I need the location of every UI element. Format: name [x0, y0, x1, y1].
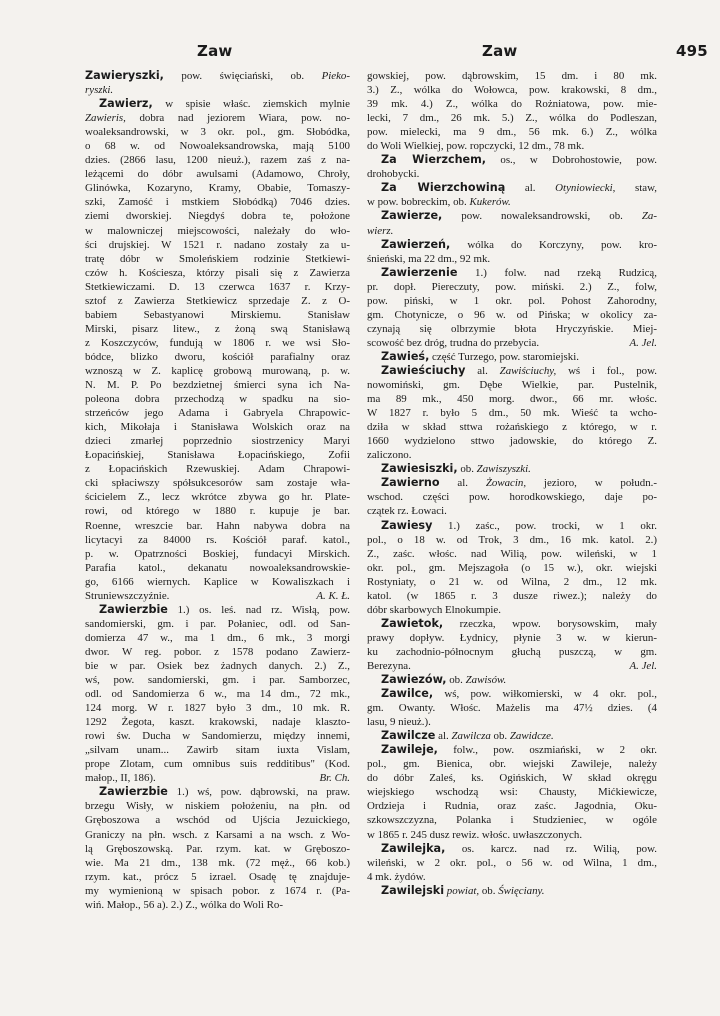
text-line	[367, 392, 657, 406]
text-line	[85, 687, 350, 701]
text-line	[85, 870, 350, 884]
text-line	[367, 434, 657, 448]
italic-text: Kukerów.	[469, 196, 511, 209]
text: czątek rz. Łowaci.	[367, 505, 447, 518]
text: licytacyi za 84000 rs. Kościół paraf. katol.,	[85, 533, 350, 546]
text: rzym. kat., prócz 5 izrael. Osadę tę znajduje-	[85, 870, 350, 883]
text: wś i fol., pow.	[556, 364, 657, 377]
text: z Koszczyców, fundują w 1806 r. we wsi Sło-	[85, 336, 350, 349]
text-line	[85, 336, 350, 350]
entry-first-line	[85, 69, 350, 83]
text: Parafia katol., dekanatu nowoaleksandrowskie-	[85, 561, 350, 574]
text-line	[367, 533, 657, 547]
text-line	[367, 771, 657, 785]
text-line	[85, 181, 350, 195]
text-line	[85, 490, 350, 504]
author-signature: A. K. Ł.	[316, 589, 350, 602]
text: w 1865 r. 245 dusz rewiz. włośc. uwłaszczonych.	[367, 828, 583, 841]
text-line	[367, 589, 657, 603]
text: wie. Ma 21 dm., 138 mk. (72 męż., 66 kob.)	[85, 856, 350, 869]
italic-text: wierz.	[367, 224, 394, 237]
text: odl. od Sandomierza 6 w., ma 14 dm., 72 mk.,	[85, 688, 350, 701]
text: go, 6166 wiernych. Kaplice w Kowaliszkach i	[85, 575, 350, 588]
text-line	[367, 280, 657, 294]
text: woaleksandrowski, w 3 okr. pol., gm. Słobódka,	[85, 126, 350, 139]
text-line	[367, 195, 657, 209]
text: prope Zlotam, cum omnibus suis redditibus" (Kod.	[85, 758, 350, 771]
text-line	[85, 153, 350, 167]
entry-headword: Zawilce,	[381, 687, 434, 701]
text: ziemi dworskiej. Niegdyś dobra te, położone	[85, 210, 350, 223]
text-line	[367, 294, 657, 308]
text-line	[367, 167, 657, 181]
text-line	[367, 856, 657, 870]
entry-first-line	[367, 842, 657, 856]
text-line	[85, 238, 350, 252]
text-line	[85, 561, 350, 575]
text-line	[367, 645, 657, 659]
text: gm. Chotynicze, o 96 w. od Pińska; w okolicy za-	[367, 308, 657, 321]
text: my wymienioną w spisach pobor. z 1674 r. (Pa-	[85, 884, 350, 897]
text: szkowszczyzna, Polanka i Studzieniec, w ogóle	[367, 814, 657, 827]
text: 1.) folw. nad rzeką Rudzicą,	[457, 266, 657, 279]
text-line	[367, 125, 657, 139]
entry-first-line	[367, 476, 657, 490]
text: dzieci zmarłej poprzednio siostrzenicy Maryi	[85, 435, 350, 448]
text-line	[85, 701, 350, 715]
text-line	[85, 392, 350, 406]
text: ku zachodnio-północnym głuchą puszczą, w gm.	[367, 645, 657, 658]
italic-text: Zawieris,	[85, 112, 126, 125]
entry-headword: Zawierze,	[381, 209, 443, 223]
text-line	[367, 504, 657, 518]
text: babiem Sebastyanowi Mirskiemu. Stanisław	[85, 308, 350, 321]
text-line	[85, 308, 350, 322]
text: sztof z Zawierza Stetkiewicz sprzedaje Z. z O-	[85, 294, 350, 307]
entry-first-line	[85, 785, 350, 799]
text: dwor. W reg. pobor. z 1578 podano Zawierz-	[85, 645, 350, 658]
text-line	[367, 715, 657, 729]
text-line	[85, 252, 350, 266]
text-line	[367, 378, 657, 392]
text: 39 mk. 4.) Z., wólka do Rożniatowa, pow. mie-	[367, 98, 657, 111]
text: os., w Dobrohostowie, pow.	[486, 154, 657, 167]
text-line	[85, 83, 350, 97]
text-line	[85, 519, 350, 533]
text-line	[85, 729, 350, 743]
text: wś, pow. sandomierski, gm. i par. Samborzec,	[85, 674, 350, 687]
text-line	[367, 322, 657, 336]
entry-headword: Zawierzbie	[99, 785, 168, 799]
text-line	[85, 743, 350, 757]
text: os. karcz. nad rz. Wilią, pow.	[445, 842, 657, 855]
text: ob.	[490, 730, 510, 743]
text-line	[367, 870, 657, 884]
italic-text: Zawiszyszki.	[476, 463, 531, 476]
italic-text: Zawisów.	[465, 674, 507, 687]
text-line	[85, 856, 350, 870]
text: czów h. Kościesza, którzy pisali się z Zawierza	[85, 266, 350, 279]
text: Mirski, pisarz litew., z żoną swą Stanisławą	[85, 322, 350, 335]
text: małop., II, 186).	[85, 772, 156, 785]
text-line	[367, 69, 657, 83]
entry-headword: Zawierz,	[99, 97, 153, 111]
entry-headword: Zawiesy	[381, 518, 433, 532]
text: katol. (w 1865 r. 3 dusze riwez.); należy do	[367, 589, 657, 602]
text-line	[85, 476, 350, 490]
text: dobra nad jeziorem Wiara, pow. no-	[125, 112, 350, 125]
entry-first-line	[85, 97, 350, 111]
text: cki spłaciwszy spółsukcesorów sam zostaje wła-	[85, 477, 350, 490]
text-line	[367, 83, 657, 97]
entry-headword: Zawietok,	[381, 616, 444, 630]
text-line	[367, 561, 657, 575]
text: Berezyna.	[367, 659, 411, 672]
text-line	[85, 350, 350, 364]
text-line	[85, 462, 350, 476]
text: w spisie właśc. ziemskich mylnie	[152, 98, 350, 111]
italic-text: Święciany.	[498, 884, 545, 897]
text-line	[85, 209, 350, 223]
page-number: 495	[676, 42, 708, 60]
entry-first-line	[367, 266, 657, 280]
entry-headword: Zawieściuchy	[381, 363, 466, 377]
entry-first-line	[367, 617, 657, 631]
text: N. M. P. Po bezdzietnej śmierci syna ich Na-	[85, 379, 350, 392]
text: szki, Zamość i mstkiem Słobódką) 7046 dzies.	[85, 196, 350, 209]
text: Ordzieja i Rudnia, oraz zaśc. Jagodnia, Oku-	[367, 800, 657, 813]
entry-headword: Zawilejka,	[381, 841, 446, 855]
text: wschod. części pow. horodkowskiego, daje po-	[367, 491, 657, 504]
text: 4 mk. żydów.	[367, 870, 426, 883]
text: wólka do Korczyny, pow. kro-	[450, 238, 657, 251]
entry-headword: Zawilejski	[381, 883, 445, 897]
text-line	[85, 884, 350, 898]
text: dzies. (2866 lasu, 1200 nieuż.), razem zaś z na-	[85, 154, 350, 167]
italic-text: Zawiściuchy,	[499, 364, 557, 377]
text-line	[367, 757, 657, 771]
text: drohobycki.	[367, 168, 420, 181]
text-line	[85, 547, 350, 561]
text: Struniewszczyźnie.	[85, 589, 170, 602]
text-line	[85, 167, 350, 181]
entry-headword: Zawierno	[381, 476, 440, 490]
entry-first-line	[367, 673, 657, 687]
text-line	[367, 785, 657, 799]
text-line	[85, 898, 350, 912]
text: lecki, 7 dm., 26 mk. 5.) Z., wólka do Podleszan,	[367, 112, 657, 125]
running-head-left: Zaw	[197, 42, 233, 60]
text: pow. nowaleksandrowski, ob.	[442, 210, 642, 223]
text: „silvam unam... Zawirb sitam iuxta Vislam,	[85, 744, 350, 757]
text-line	[85, 111, 350, 125]
text: staw,	[615, 182, 657, 195]
text-line	[367, 659, 657, 673]
text: część Turzego, pow. staromiejski.	[429, 350, 579, 363]
text-line	[85, 589, 350, 603]
entry-first-line	[367, 364, 657, 378]
text: w pow. bobreckim, ob.	[367, 196, 470, 209]
text-line	[85, 195, 350, 209]
entry-headword: Za Wierzchowiną	[381, 181, 506, 195]
entry-first-line	[367, 209, 657, 223]
right-column	[367, 69, 657, 898]
text-line	[367, 547, 657, 561]
text: Stetkiewiczami. D. 13 czerwca 1637 r. Krzy-	[85, 280, 350, 293]
text-line	[367, 490, 657, 504]
text: pol., o 18 w. od Trok, 3 dm., 16 mk. katol. 2.)	[367, 533, 657, 546]
text-line	[85, 504, 350, 518]
text: brzegu Wisły, w niskiem położeniu, na płn. od	[85, 800, 350, 813]
text-line	[85, 828, 350, 842]
text: W 1827 r. było 5 dm., 50 mk. Wieść ta wcho-	[367, 407, 657, 420]
text: scowość bez dróg, trudna do przebycia.	[367, 336, 540, 349]
text: wś, pow. wiłkomierski, w 4 okr. pol.,	[433, 688, 657, 701]
text-line	[85, 575, 350, 589]
text: lą Gręboszowską. Par. rzym. kat. w Gręboszo-	[85, 842, 350, 855]
text: prawy dopływ. Łydnicy, płynie 3 w. w kierun-	[367, 631, 657, 644]
running-head-right: Zaw	[482, 42, 518, 60]
entry-headword: Za Wierzchem,	[381, 153, 487, 167]
entry-first-line	[367, 884, 657, 898]
text: 1.) wś, pow. dąbrowski, na praw.	[167, 786, 350, 799]
text-line	[367, 111, 657, 125]
entry-headword: Zawieryszki,	[85, 69, 164, 82]
text-line	[85, 842, 350, 856]
text-line	[367, 139, 657, 153]
entry-headword: Zawierzeń,	[381, 237, 451, 251]
text-line	[367, 631, 657, 645]
text-line	[85, 266, 350, 280]
text-line	[85, 617, 350, 631]
text-line	[367, 97, 657, 111]
text-line	[85, 757, 350, 771]
text: pow. piński, w 1 okr. pol. Pohost Zahorodny,	[367, 294, 657, 307]
entry-headword: Zawieś,	[381, 349, 430, 363]
text: okr. pol., gm. Mejszagoła (o 15 w.), okr. wiejski	[367, 561, 657, 574]
text-line	[367, 224, 657, 238]
text: pol., gm. Bienica, obr. wiejski Zawileje, należy	[367, 758, 657, 771]
text: jezioro, w połudn.-	[526, 477, 657, 490]
italic-text: Otyniowiecki,	[555, 182, 616, 195]
text: strzeńców jego Adama i Gabryela Chrapowic-	[85, 407, 350, 420]
text: w malowniczej miejscowości, należały do wło-	[85, 224, 350, 237]
text: gowskiej, pow. dąbrowskim, 15 dm. i 80 mk.	[367, 70, 657, 82]
text: z Łopacińskich Rzewuskiej. Adam Chrapowi-	[85, 463, 350, 476]
text: Łopacińskiej, Stanisława Łopacińskiego, Zofii	[85, 449, 350, 462]
entry-headword: Zawiezów,	[381, 673, 447, 687]
text: ob.	[457, 463, 477, 476]
italic-text: ryszki.	[85, 84, 114, 97]
italic-text: Zawidcze.	[509, 730, 554, 743]
text: 1660 wydzielono sttwo jadowskie, do którego Z.	[367, 435, 657, 448]
text-line	[85, 280, 350, 294]
entry-headword: Zawierzenie	[381, 265, 458, 279]
text: ma 89 mk., 450 morg. dwor., 66 mr. włośc.	[367, 393, 657, 406]
text: wiń. Małop., 56 a). 2.) Z., wólka do Woli Ro-	[85, 898, 283, 911]
entry-first-line	[367, 153, 657, 167]
text: kich, Mikołaja i Stanisława Wolskich oraz na	[85, 421, 350, 434]
author-signature: Br. Ch.	[319, 772, 350, 785]
text-line	[85, 448, 350, 462]
text-line	[85, 294, 350, 308]
text: Graniczy na płn. wsch. z Karsami a na wsch. z Wo-	[85, 828, 350, 841]
text: al.	[435, 730, 452, 743]
text: pr. dopł. Piereczuty, pow. miński. 2.) Z., folw,	[367, 280, 657, 293]
entry-first-line	[367, 350, 657, 364]
text: 1292 Żegota, kaszt. krakowski, nadaje klaszto-	[85, 716, 350, 729]
text: al.	[439, 477, 486, 490]
text-line	[85, 139, 350, 153]
text: folw., pow. oszmiański, w 2 okr.	[437, 744, 657, 757]
text-line	[367, 701, 657, 715]
text-line	[367, 828, 657, 842]
entry-first-line	[367, 687, 657, 701]
text: 124 morg. W r. 1827 było 3 dm., 10 mk. R.	[85, 702, 350, 715]
text-line	[367, 336, 657, 350]
text: Glinówka, Kozaryno, Kramy, Obabie, Tomaszy-	[85, 182, 350, 195]
text: al.	[505, 182, 556, 195]
text: rowi, od którego w 1880 r. kupuje je bar.	[85, 505, 350, 518]
text: ścicielem Z., lecz wkrótce zbywa go hr. Plate-	[85, 491, 350, 504]
text-line	[85, 715, 350, 729]
text-line	[367, 813, 657, 827]
text: p. w. Opatrzności Boskiej, fundacyi Mirskich.	[85, 547, 350, 560]
text: Gręboszowa a wschód od Ujścia Jezuickiego,	[85, 814, 350, 827]
text: sandomierski, gm. i par. Połaniec, odl. od San-	[85, 617, 350, 630]
text-line	[85, 645, 350, 659]
text: rzeczka, wpow. borysowskim, mały	[443, 617, 657, 630]
text: ob.	[446, 674, 466, 687]
text: bie w par. Osiek bez żadnych danych. 2.) Z.,	[85, 659, 350, 672]
entry-headword: Zawierzbie	[99, 602, 168, 616]
text-line	[85, 673, 350, 687]
text: wznoszą w Z. kaplicę grobową murowaną, p. w.	[85, 364, 350, 377]
text: dziła w skład sttwa rożańskiego z którego, w r.	[367, 421, 657, 434]
text-line	[85, 125, 350, 139]
text-line	[85, 533, 350, 547]
entry-headword: Zawiesiszki,	[381, 462, 458, 476]
text: 1.) zaśc., pow. trocki, w 1 okr.	[432, 519, 657, 532]
text: Z., zaśc. włośc. nad Wilią, pow. wileński, w 1	[367, 547, 657, 560]
text: o 68 w. od Nowoaleksandrowska, mają 5100	[85, 140, 350, 153]
italic-text: Za-	[641, 210, 657, 223]
text: wileński, w 2 okr. pol., o 56 w. od Wilna, 1 dm.,	[367, 856, 657, 869]
entry-first-line	[367, 462, 657, 476]
text-line	[367, 308, 657, 322]
entry-first-line	[367, 743, 657, 757]
text: pow. mielecki, ma 9 dm., 56 mk. 6.) Z., wólka	[367, 126, 657, 139]
text: nowomiński, gm. Dębe Wielkie, par. Pustelnik,	[367, 379, 657, 392]
text-line	[367, 252, 657, 266]
text: tratę dóbr w Smoleńskiem rodzinie Stetkiewi-	[85, 252, 350, 265]
author-signature: A. Jel.	[629, 659, 657, 672]
text-line	[85, 631, 350, 645]
text: 3.) Z., wólka do Wołowca, pow. krakowski, 8 dm.,	[367, 84, 657, 97]
text-line	[85, 364, 350, 378]
italic-text: powiat,	[446, 884, 480, 897]
text-line	[85, 224, 350, 238]
entry-first-line	[367, 729, 657, 743]
text: Rostyniaty, o 21 w. od Wilna, 2 dm., 12 mk.	[367, 575, 657, 588]
text-line	[367, 799, 657, 813]
text-line	[85, 659, 350, 673]
text-line	[367, 575, 657, 589]
text-line	[85, 434, 350, 448]
italic-text: Pieko-	[321, 70, 350, 82]
text-line	[367, 406, 657, 420]
text: lasu, 9 nieuż.).	[367, 716, 431, 729]
entry-first-line	[367, 238, 657, 252]
entry-headword: Zawilcze	[381, 729, 436, 743]
text: wiejskiego wschodzą wsi: Chausty, Mićkiewicze,	[367, 786, 657, 799]
text: gm. Owanty. Włośc. Mażelis ma 47½ dzies. (4	[367, 702, 657, 715]
text: bódce, blizko dworu, kościół parafialny oraz	[85, 350, 350, 363]
text-line	[85, 813, 350, 827]
text: dóbr skarbowych Elnokumpie.	[367, 603, 501, 616]
text-line	[367, 603, 657, 617]
italic-text: Żowacin,	[485, 477, 527, 490]
text-line	[85, 799, 350, 813]
entry-first-line	[367, 181, 657, 195]
italic-text: Zawilcza	[451, 730, 491, 743]
text: ob.	[479, 884, 499, 897]
text: al.	[465, 364, 500, 377]
text: do Woli Wielkiej, pow. ropczycki, 12 dm., 78 mk.	[367, 140, 585, 153]
text: leżącemi do dóbr awulsami (Adamowo, Chroły,	[85, 168, 350, 181]
text: do dóbr Zaleś, ks. Ogińskich, W skład okręgu	[367, 772, 657, 785]
text-line	[85, 378, 350, 392]
text-line	[367, 420, 657, 434]
entry-first-line	[367, 519, 657, 533]
text-line	[85, 771, 350, 785]
entry-headword: Zawileje,	[381, 743, 438, 757]
entry-first-line	[85, 603, 350, 617]
text: domierza 47 w., ma 1 dm., 6 mk., 3 morgi	[85, 631, 350, 644]
text-line	[85, 322, 350, 336]
text: ści drujskiej. W 1521 r. nadano zostały za u-	[85, 238, 350, 251]
text-line	[367, 448, 657, 462]
left-column	[85, 69, 350, 912]
text: poleona dobra przechodzą w spadku na sio-	[85, 393, 350, 406]
text: Roenne, wreszcie bar. Hahn nabywa dobra na	[85, 519, 350, 532]
text: czynają się olbrzymie błota Hryczyńskie. Miej-	[367, 322, 657, 335]
text-line	[85, 406, 350, 420]
author-signature: A. Jel.	[629, 336, 657, 349]
text: rowi św. Ducha w Sandomierzu, między innemi,	[85, 730, 350, 743]
text: śnieński, ma 22 dm., 92 mk.	[367, 252, 491, 265]
text: 1.) os. leś. nad rz. Wisłą, pow.	[167, 603, 350, 616]
text-line	[85, 420, 350, 434]
text: zaliczono.	[367, 449, 412, 462]
text: pow. święciański, ob.	[163, 70, 322, 82]
